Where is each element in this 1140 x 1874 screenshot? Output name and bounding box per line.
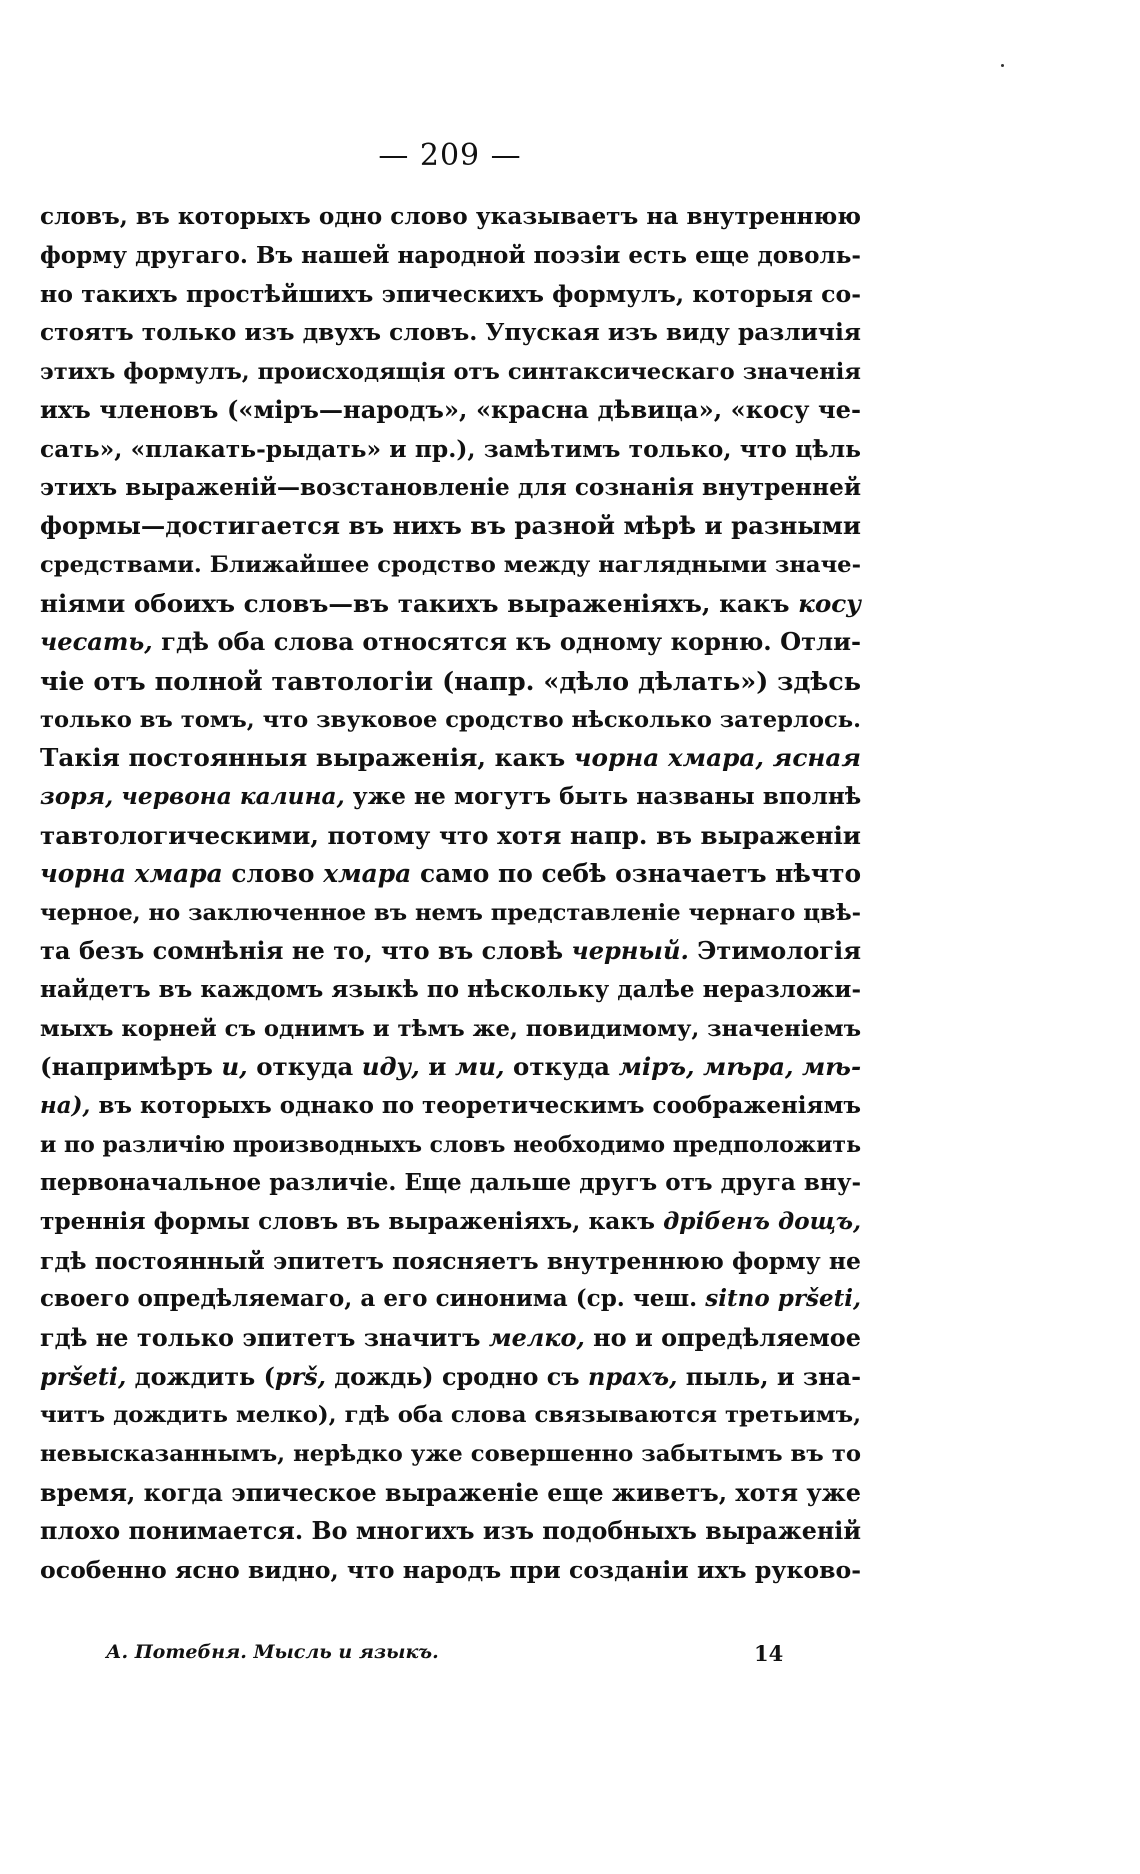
italic-term: чорна хмара xyxy=(40,859,223,889)
italic-term: prš, xyxy=(274,1362,326,1391)
text-line: (напримѣръ и, откуда иду, и ми, откуда міръ, мѣра, мѣ- xyxy=(40,1052,862,1082)
text-line: форму другаго. Въ нашей народной поэзіи есть еще доволь- xyxy=(40,241,861,269)
italic-term: хмара xyxy=(323,859,412,889)
text-line: pršeti, дождить (prš, дождь) сродно съ прахъ, пыль, и зна- xyxy=(40,1362,861,1391)
text-line: та безъ сомнѣнія не то, что въ словѣ черный. Этимологія xyxy=(40,936,862,966)
text-line: чорна хмара слово хмара само по себѣ означаетъ нѣчто xyxy=(40,859,862,889)
page-speck xyxy=(1001,64,1004,67)
text-line: стоятъ только изъ двухъ словъ. Упуская изъ виду различія xyxy=(40,318,861,346)
text-line: на), въ которыхъ однако по теоретическимъ соображеніямъ xyxy=(40,1092,861,1120)
text-line: Такія постоянныя выраженія, какъ чорна хмара, ясная xyxy=(40,743,861,773)
italic-term: иду, xyxy=(361,1052,420,1082)
text-line: чесать, гдѣ оба слова относятся къ одному корню. Отли- xyxy=(40,627,861,657)
page-number: — 209 — xyxy=(378,138,522,173)
italic-term: на), xyxy=(40,1092,91,1120)
italic-term: чесать, xyxy=(40,627,153,657)
text-line: читъ дождить мелко), гдѣ оба слова связываются третьимъ, xyxy=(40,1402,861,1429)
text-line: гдѣ не только эпитетъ значитъ мелко, но и опредѣляемое xyxy=(40,1324,861,1353)
text-line: мыхъ корней съ однимъ и тѣмъ же, повидимому, значеніемъ xyxy=(40,1015,861,1042)
text-line: плохо понимается. Во многихъ изъ подобныхъ выраженій xyxy=(40,1517,861,1546)
italic-term: прахъ, xyxy=(587,1362,678,1391)
text-line: чіе отъ полной тавтологіи (напр. «дѣло дѣлать») здѣсь xyxy=(40,665,861,696)
text-line: словъ, въ которыхъ одно слово указываетъ на внутреннюю xyxy=(40,203,861,230)
italic-term: и, xyxy=(221,1052,248,1082)
text-line: треннія формы словъ въ выраженіяхъ, какъ дрібенъ дощъ, xyxy=(40,1208,862,1236)
text-line: сать», «плакать-рыдать» и пр.), замѣтимъ только, что цѣль xyxy=(40,434,861,463)
text-line: ихъ членовъ («міръ—народъ», «красна дѣвица», «косу че- xyxy=(40,395,861,425)
text-line: черное, но заключенное въ немъ представленіе чернаго цвѣ- xyxy=(40,899,861,926)
text-line: этихъ выраженій—возстановленіе для сознанія внутренней xyxy=(40,473,861,501)
italic-term: мелко, xyxy=(488,1324,585,1353)
sheet-number: 14 xyxy=(754,1641,784,1666)
page-footer xyxy=(0,1641,1140,1671)
text-line: зоря, червона калина, уже не могутъ быть названы вполнѣ xyxy=(40,782,862,810)
text-line: найдетъ въ каждомъ языкѣ по нѣскольку далѣе неразложи- xyxy=(40,976,861,1004)
text-line: этихъ формулъ, происходящія отъ синтаксическаго значенія xyxy=(40,358,861,385)
text-line: первоначальное различіе. Еще дальше другъ отъ друга вну- xyxy=(40,1169,861,1197)
italic-term: pršeti, xyxy=(40,1362,127,1391)
italic-term: дрібенъ дощъ, xyxy=(663,1208,862,1236)
text-line: средствами. Ближайшее сродство между наглядными значе- xyxy=(40,551,861,578)
text-line: время, когда эпическое выраженіе еще живетъ, хотя уже xyxy=(40,1478,861,1507)
italic-term: ми, xyxy=(454,1052,505,1082)
text-line: и по различію производныхъ словъ необходимо предположить xyxy=(40,1131,861,1158)
italic-term: міръ, мѣра, мѣ- xyxy=(618,1052,862,1082)
text-line: тавтологическими, потому что хотя напр. въ выраженіи xyxy=(40,820,861,850)
italic-term: sitno pršeti, xyxy=(705,1285,861,1313)
text-line: своего опредѣляемаго, а его синонима (ср. чеш. sitno pršeti, xyxy=(40,1285,861,1313)
body-text xyxy=(40,198,861,1590)
text-line: гдѣ постоянный эпитетъ поясняетъ внутреннюю форму не xyxy=(40,1246,862,1275)
text-line: формы—достигается въ нихъ въ разной мѣрѣ и разными xyxy=(40,511,861,541)
signature-line: А. Потебня. Мысль и языкъ. xyxy=(106,1641,439,1663)
italic-term: чорна хмара, ясная xyxy=(573,743,861,773)
italic-term: черный. xyxy=(571,936,689,966)
text-line: особенно ясно видно, что народъ при созданіи ихъ руково- xyxy=(40,1555,861,1584)
text-line: только въ томъ, что звуковое сродство нѣсколько затерлось. xyxy=(40,706,861,733)
text-line: невысказаннымъ, нерѣдко уже совершенно забытымъ въ то xyxy=(40,1441,861,1467)
italic-term: косу xyxy=(798,588,861,618)
text-line: но такихъ простѣйшихъ эпическихъ формулъ, которыя со- xyxy=(40,280,861,309)
italic-term: зоря, червона калина, xyxy=(40,782,345,810)
text-line: ніями обоихъ словъ—въ такихъ выраженіяхъ, какъ косу xyxy=(40,588,861,618)
